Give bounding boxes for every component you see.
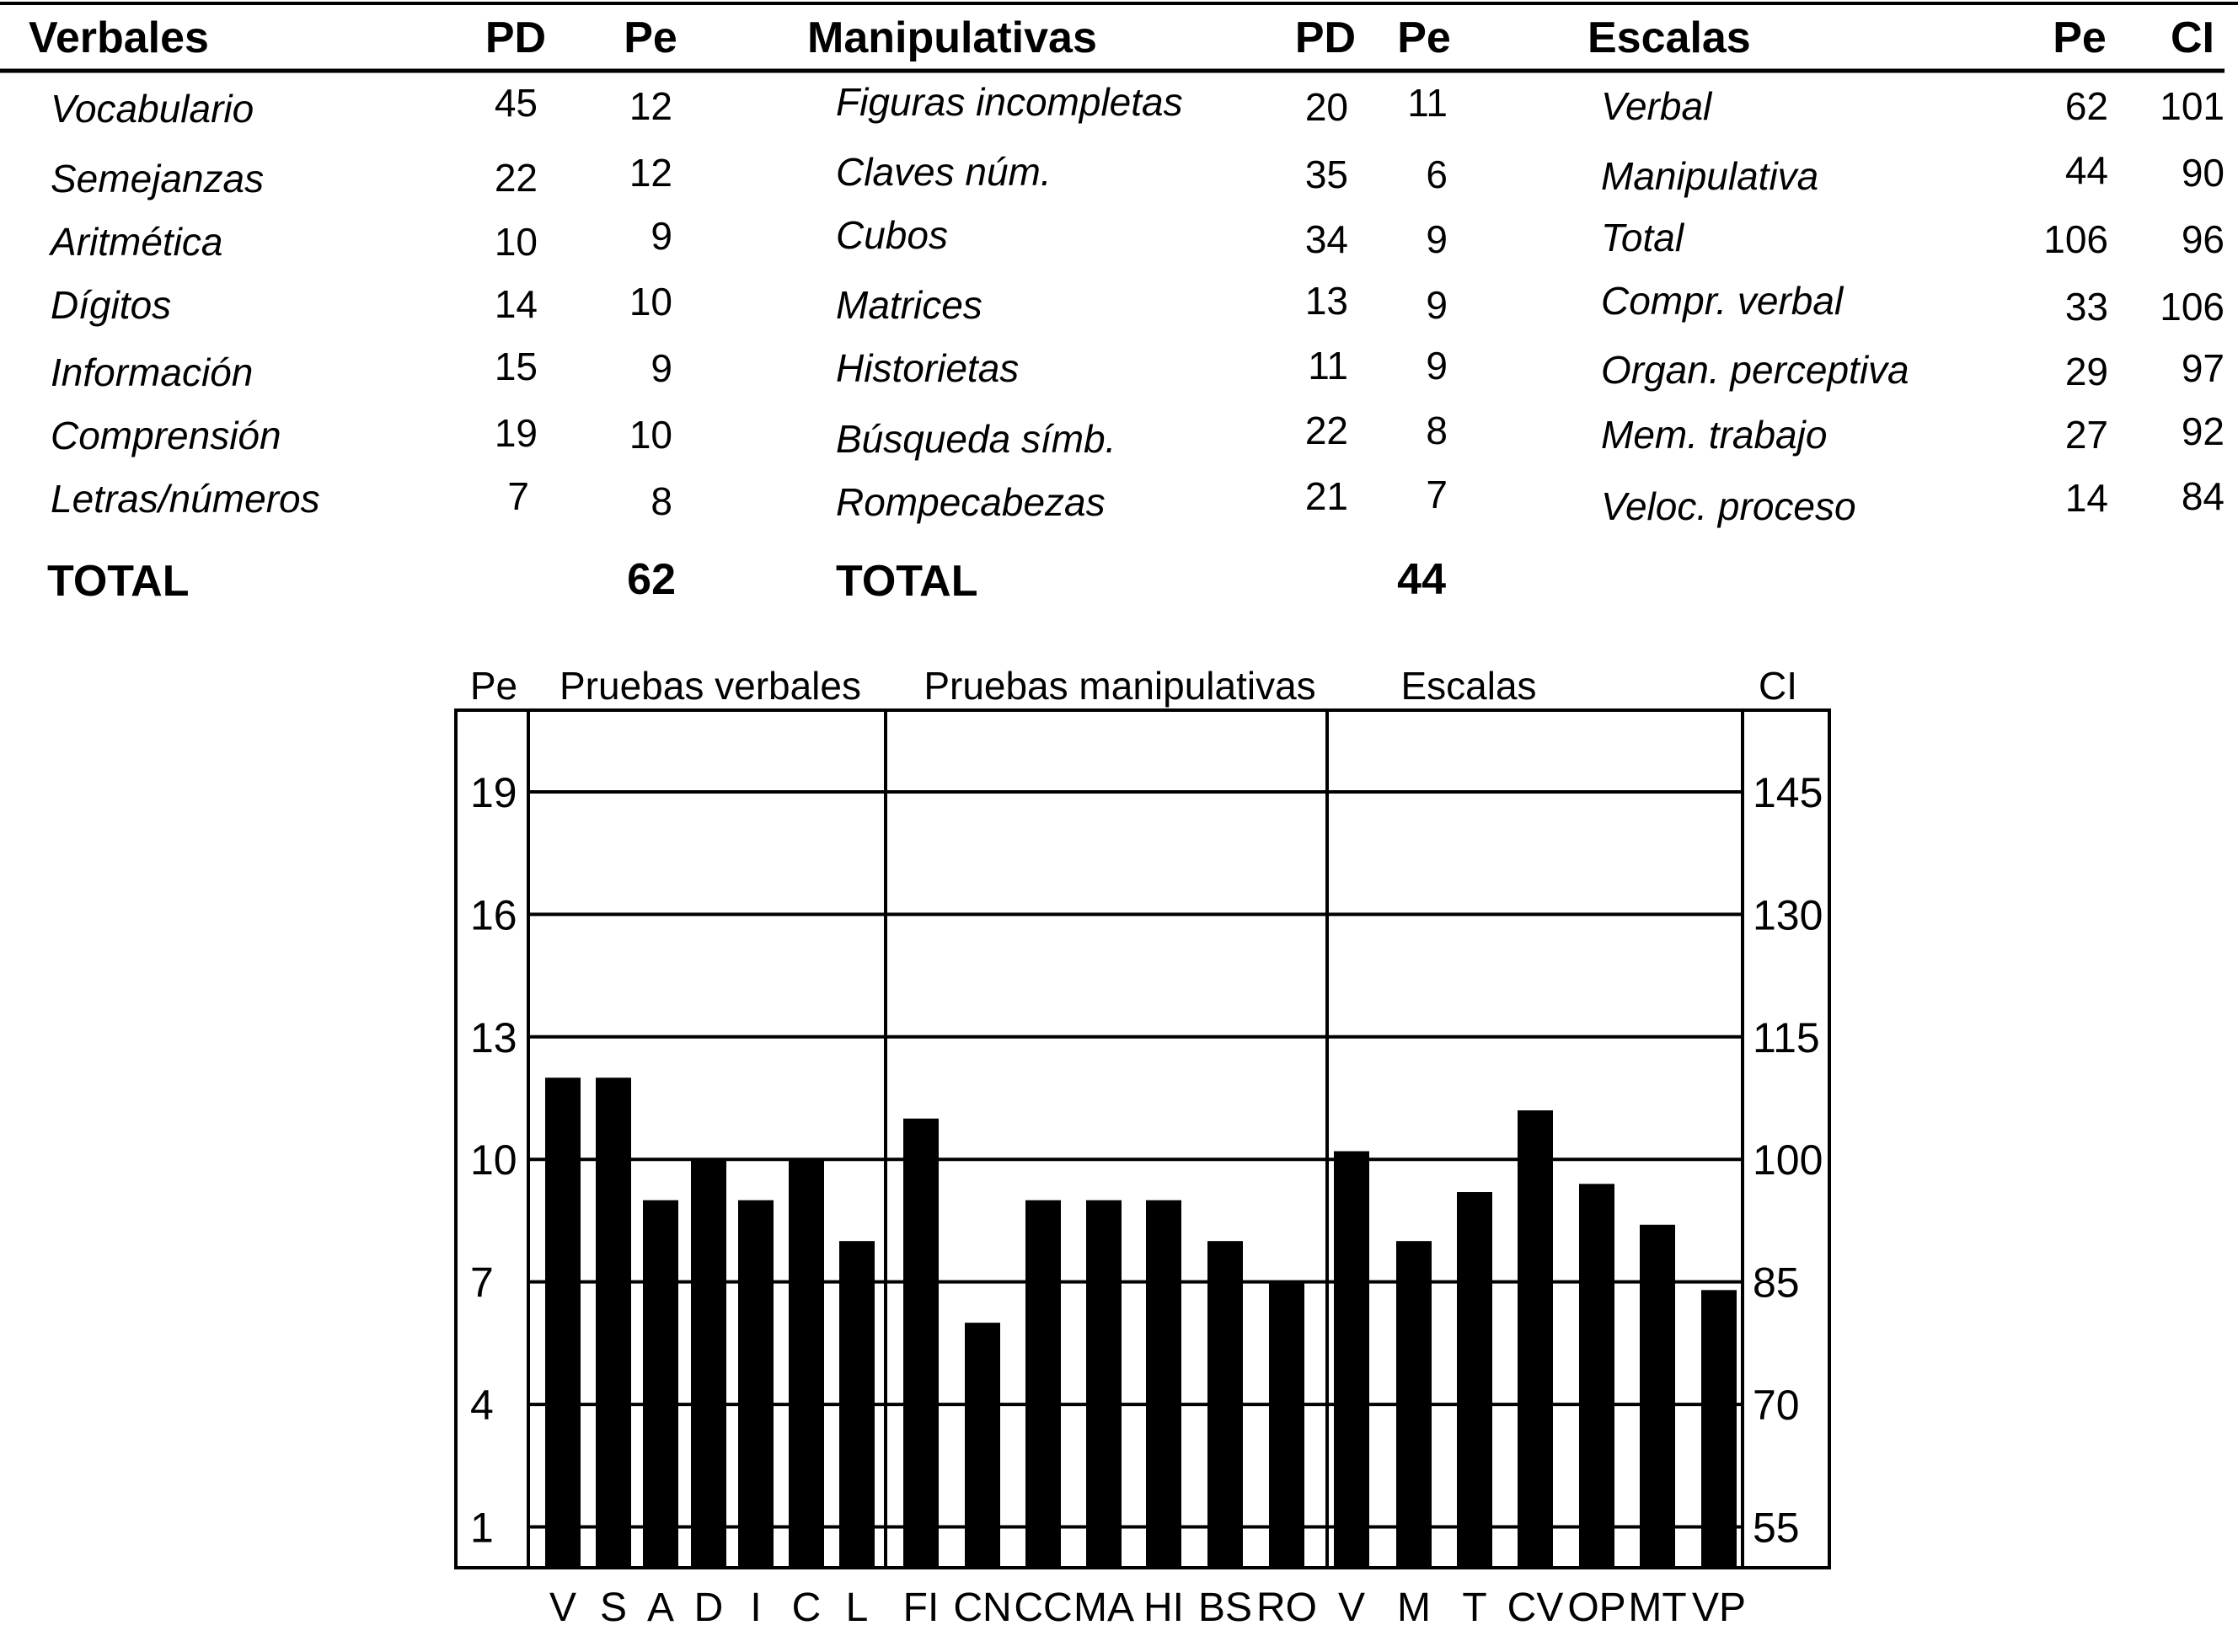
bar-ro: [1269, 1282, 1304, 1568]
pe-tick-label: 1: [470, 1504, 494, 1552]
manipulativas-row-name: Matrices: [836, 283, 982, 327]
manipulativas-row-name: Historietas: [836, 346, 1020, 390]
left-axis-label: Pe: [469, 664, 518, 708]
manipulativas-row-name: Figuras incompletas: [836, 80, 1183, 124]
ci-tick-label: 115: [1753, 1013, 1820, 1061]
ci-tick-label: 145: [1753, 768, 1823, 816]
ci-tick-label: 85: [1753, 1259, 1800, 1307]
section-title-manipulativas: Pruebas manipulativas: [924, 664, 1316, 708]
category-label: V: [1337, 1585, 1366, 1630]
category-label: FI: [902, 1585, 940, 1630]
verbales-total-label: TOTAL: [47, 557, 190, 606]
escalas-header: Escalas: [1587, 13, 1751, 62]
manipulativas-pe-header: Pe: [1397, 13, 1451, 62]
escalas-row-pe: 29: [2064, 350, 2108, 393]
category-label: C: [791, 1585, 822, 1630]
verbales-row-pe: 9: [651, 214, 672, 258]
escalas-row-pe: 14: [2064, 476, 2108, 520]
manipulativas-row-pd: 34: [1304, 217, 1348, 261]
pe-tick-label: 10: [470, 1136, 517, 1184]
category-label: A: [646, 1585, 675, 1630]
verbales-pe-header: Pe: [624, 13, 677, 62]
bar-mt: [1640, 1225, 1675, 1568]
bar-op: [1579, 1184, 1614, 1568]
category-label: V: [549, 1585, 577, 1630]
category-label: S: [599, 1585, 628, 1630]
escalas-row-ci: 92: [2181, 409, 2225, 453]
escalas-row-ci: 97: [2181, 346, 2225, 390]
manipulativas-row-pd: 20: [1304, 85, 1348, 129]
category-label: BS: [1197, 1585, 1253, 1630]
verbales-row-pd: 19: [494, 411, 538, 455]
ci-tick-label: 70: [1753, 1382, 1800, 1430]
escalas-row-pe: 33: [2064, 285, 2108, 329]
category-label: VP: [1691, 1585, 1747, 1630]
escalas-pe-header: Pe: [2053, 13, 2107, 62]
manipulativas-row-name: Claves núm.: [836, 150, 1052, 194]
verbales-row-name: Comprensión: [51, 414, 281, 457]
category-label: T: [1462, 1585, 1487, 1630]
bar-bs: [1207, 1241, 1243, 1568]
manipulativas-row-pd: 22: [1304, 409, 1348, 452]
ci-tick-labels: [1753, 769, 1823, 1552]
category-label: MA: [1073, 1585, 1134, 1630]
verbales-table: [29, 13, 677, 606]
ci-tick-label: 130: [1753, 891, 1823, 939]
escalas-row-ci: 96: [2181, 217, 2225, 261]
verbales-row-pd: 7: [507, 474, 529, 518]
escalas-row-pe: 44: [2064, 148, 2108, 192]
category-label: M: [1397, 1585, 1431, 1630]
bars: [545, 1077, 1737, 1568]
manipulativas-row-name: Cubos: [836, 213, 948, 257]
verbales-row-pe: 8: [651, 479, 672, 523]
pe-tick-label: 13: [470, 1013, 517, 1061]
verbales-row-pe: 12: [629, 151, 672, 195]
bar-cn: [965, 1323, 1000, 1568]
manipulativas-row-pe: 9: [1426, 283, 1448, 327]
escalas-row-ci: 90: [2181, 151, 2225, 195]
pe-tick-label: 7: [470, 1259, 494, 1307]
verbales-header: Verbales: [29, 13, 209, 62]
bar-c: [789, 1159, 824, 1568]
manipulativas-row-pe: 6: [1426, 152, 1448, 196]
escalas-ci-header: CI: [2171, 13, 2214, 62]
manipulativas-total: 44: [1397, 555, 1446, 604]
category-label: CN: [953, 1585, 1012, 1630]
verbales-row-pe: 9: [651, 346, 672, 390]
bar-hi: [1146, 1200, 1181, 1568]
bar-v: [545, 1077, 581, 1568]
escalas-row-name: Veloc. proceso: [1601, 484, 1856, 528]
manipulativas-row-pd: 11: [1308, 344, 1348, 388]
escalas-row-ci: 84: [2181, 474, 2225, 518]
manipulativas-row-name: Rompecabezas: [836, 480, 1106, 524]
escalas-row-pe: 27: [2064, 413, 2108, 457]
bar-l: [839, 1241, 875, 1568]
manipulativas-row-name: Búsqueda símb.: [836, 417, 1116, 461]
verbales-row-name: Semejanzas: [51, 157, 265, 200]
verbales-row-name: Aritmética: [51, 220, 223, 264]
manipulativas-total-label: TOTAL: [836, 557, 978, 606]
bar-cc: [1025, 1200, 1061, 1568]
escalas-row-name: Verbal: [1601, 84, 1712, 128]
category-label: CC: [1014, 1585, 1073, 1630]
bar-fi: [903, 1119, 939, 1568]
category-label: CV: [1507, 1585, 1564, 1630]
ci-tick-label: 100: [1753, 1136, 1823, 1184]
verbales-row-pe: 10: [629, 413, 672, 457]
manipulativas-pd-header: PD: [1294, 13, 1357, 62]
verbales-row-name: Vocabulario: [51, 87, 254, 131]
pe-tick-label: 16: [470, 891, 517, 939]
verbales-row-name: Información: [51, 350, 254, 394]
escalas-row-ci: 101: [2160, 84, 2225, 128]
verbales-row-name: Letras/números: [51, 477, 320, 521]
manipulativas-row-pd: 13: [1304, 279, 1348, 323]
escalas-row-ci: 106: [2160, 285, 2225, 329]
manipulativas-row-pd: 21: [1304, 474, 1348, 518]
manipulativas-row-pe: 7: [1426, 473, 1448, 516]
manipulativas-row-pe: 8: [1426, 409, 1448, 452]
escalas-row-pe: 62: [2064, 84, 2108, 128]
bar-m: [1396, 1241, 1432, 1568]
category-label: I: [750, 1585, 762, 1630]
bar-cv: [1518, 1110, 1553, 1568]
right-axis-label: CI: [1759, 664, 1797, 708]
bar-vp: [1701, 1290, 1737, 1568]
manipulativas-row-pe: 11: [1407, 81, 1448, 125]
category-label: L: [845, 1585, 869, 1630]
verbales-row-pd: 45: [494, 81, 538, 125]
category-label: D: [693, 1585, 724, 1630]
manipulativas-table: [807, 13, 1451, 606]
bar-a: [643, 1200, 678, 1568]
escalas-row-pe: 106: [2043, 217, 2108, 261]
ci-tick-label: 55: [1753, 1504, 1800, 1552]
pe-tick-label: 4: [470, 1382, 494, 1430]
escalas-row-name: Compr. verbal: [1601, 279, 1844, 323]
escalas-row-name: Total: [1601, 216, 1684, 259]
manipulativas-row-pe: 9: [1426, 217, 1448, 261]
pe-tick-label: 19: [470, 768, 517, 816]
bar-ma: [1086, 1200, 1122, 1568]
escalas-row-name: Mem. trabajo: [1601, 413, 1828, 457]
bar-i: [738, 1200, 774, 1568]
bar-s: [596, 1077, 631, 1568]
category-label: OP: [1567, 1585, 1626, 1630]
verbales-row-pd: 10: [494, 220, 538, 264]
category-label: RO: [1256, 1585, 1317, 1630]
verbales-total: 62: [627, 555, 676, 604]
category-label: HI: [1143, 1585, 1184, 1630]
escalas-table: [1587, 13, 2225, 528]
verbales-row-pe: 10: [629, 280, 672, 323]
section-title-escalas: Escalas: [1400, 664, 1537, 708]
manipulativas-row-pe: 9: [1426, 344, 1448, 388]
bar-v: [1334, 1152, 1369, 1568]
bar-d: [691, 1159, 726, 1568]
bar-t: [1457, 1192, 1492, 1568]
category-label: MT: [1628, 1585, 1687, 1630]
pe-tick-labels: [470, 769, 517, 1552]
profile-chart: [456, 664, 1829, 1630]
verbales-row-name: Dígitos: [51, 283, 172, 327]
escalas-row-name: Organ. perceptiva: [1601, 348, 1909, 392]
verbales-pd-header: PD: [485, 13, 547, 62]
verbales-row-pd: 22: [494, 156, 538, 200]
escalas-row-name: Manipulativa: [1601, 154, 1819, 198]
manipulativas-row-pd: 35: [1304, 152, 1348, 196]
verbales-row-pd: 14: [494, 282, 538, 326]
verbales-row-pd: 15: [494, 345, 538, 388]
category-labels: [549, 1585, 1746, 1630]
verbales-row-pe: 12: [629, 84, 672, 128]
section-title-verbales: Pruebas verbales: [560, 664, 861, 708]
manipulativas-header: Manipulativas: [807, 13, 1097, 62]
